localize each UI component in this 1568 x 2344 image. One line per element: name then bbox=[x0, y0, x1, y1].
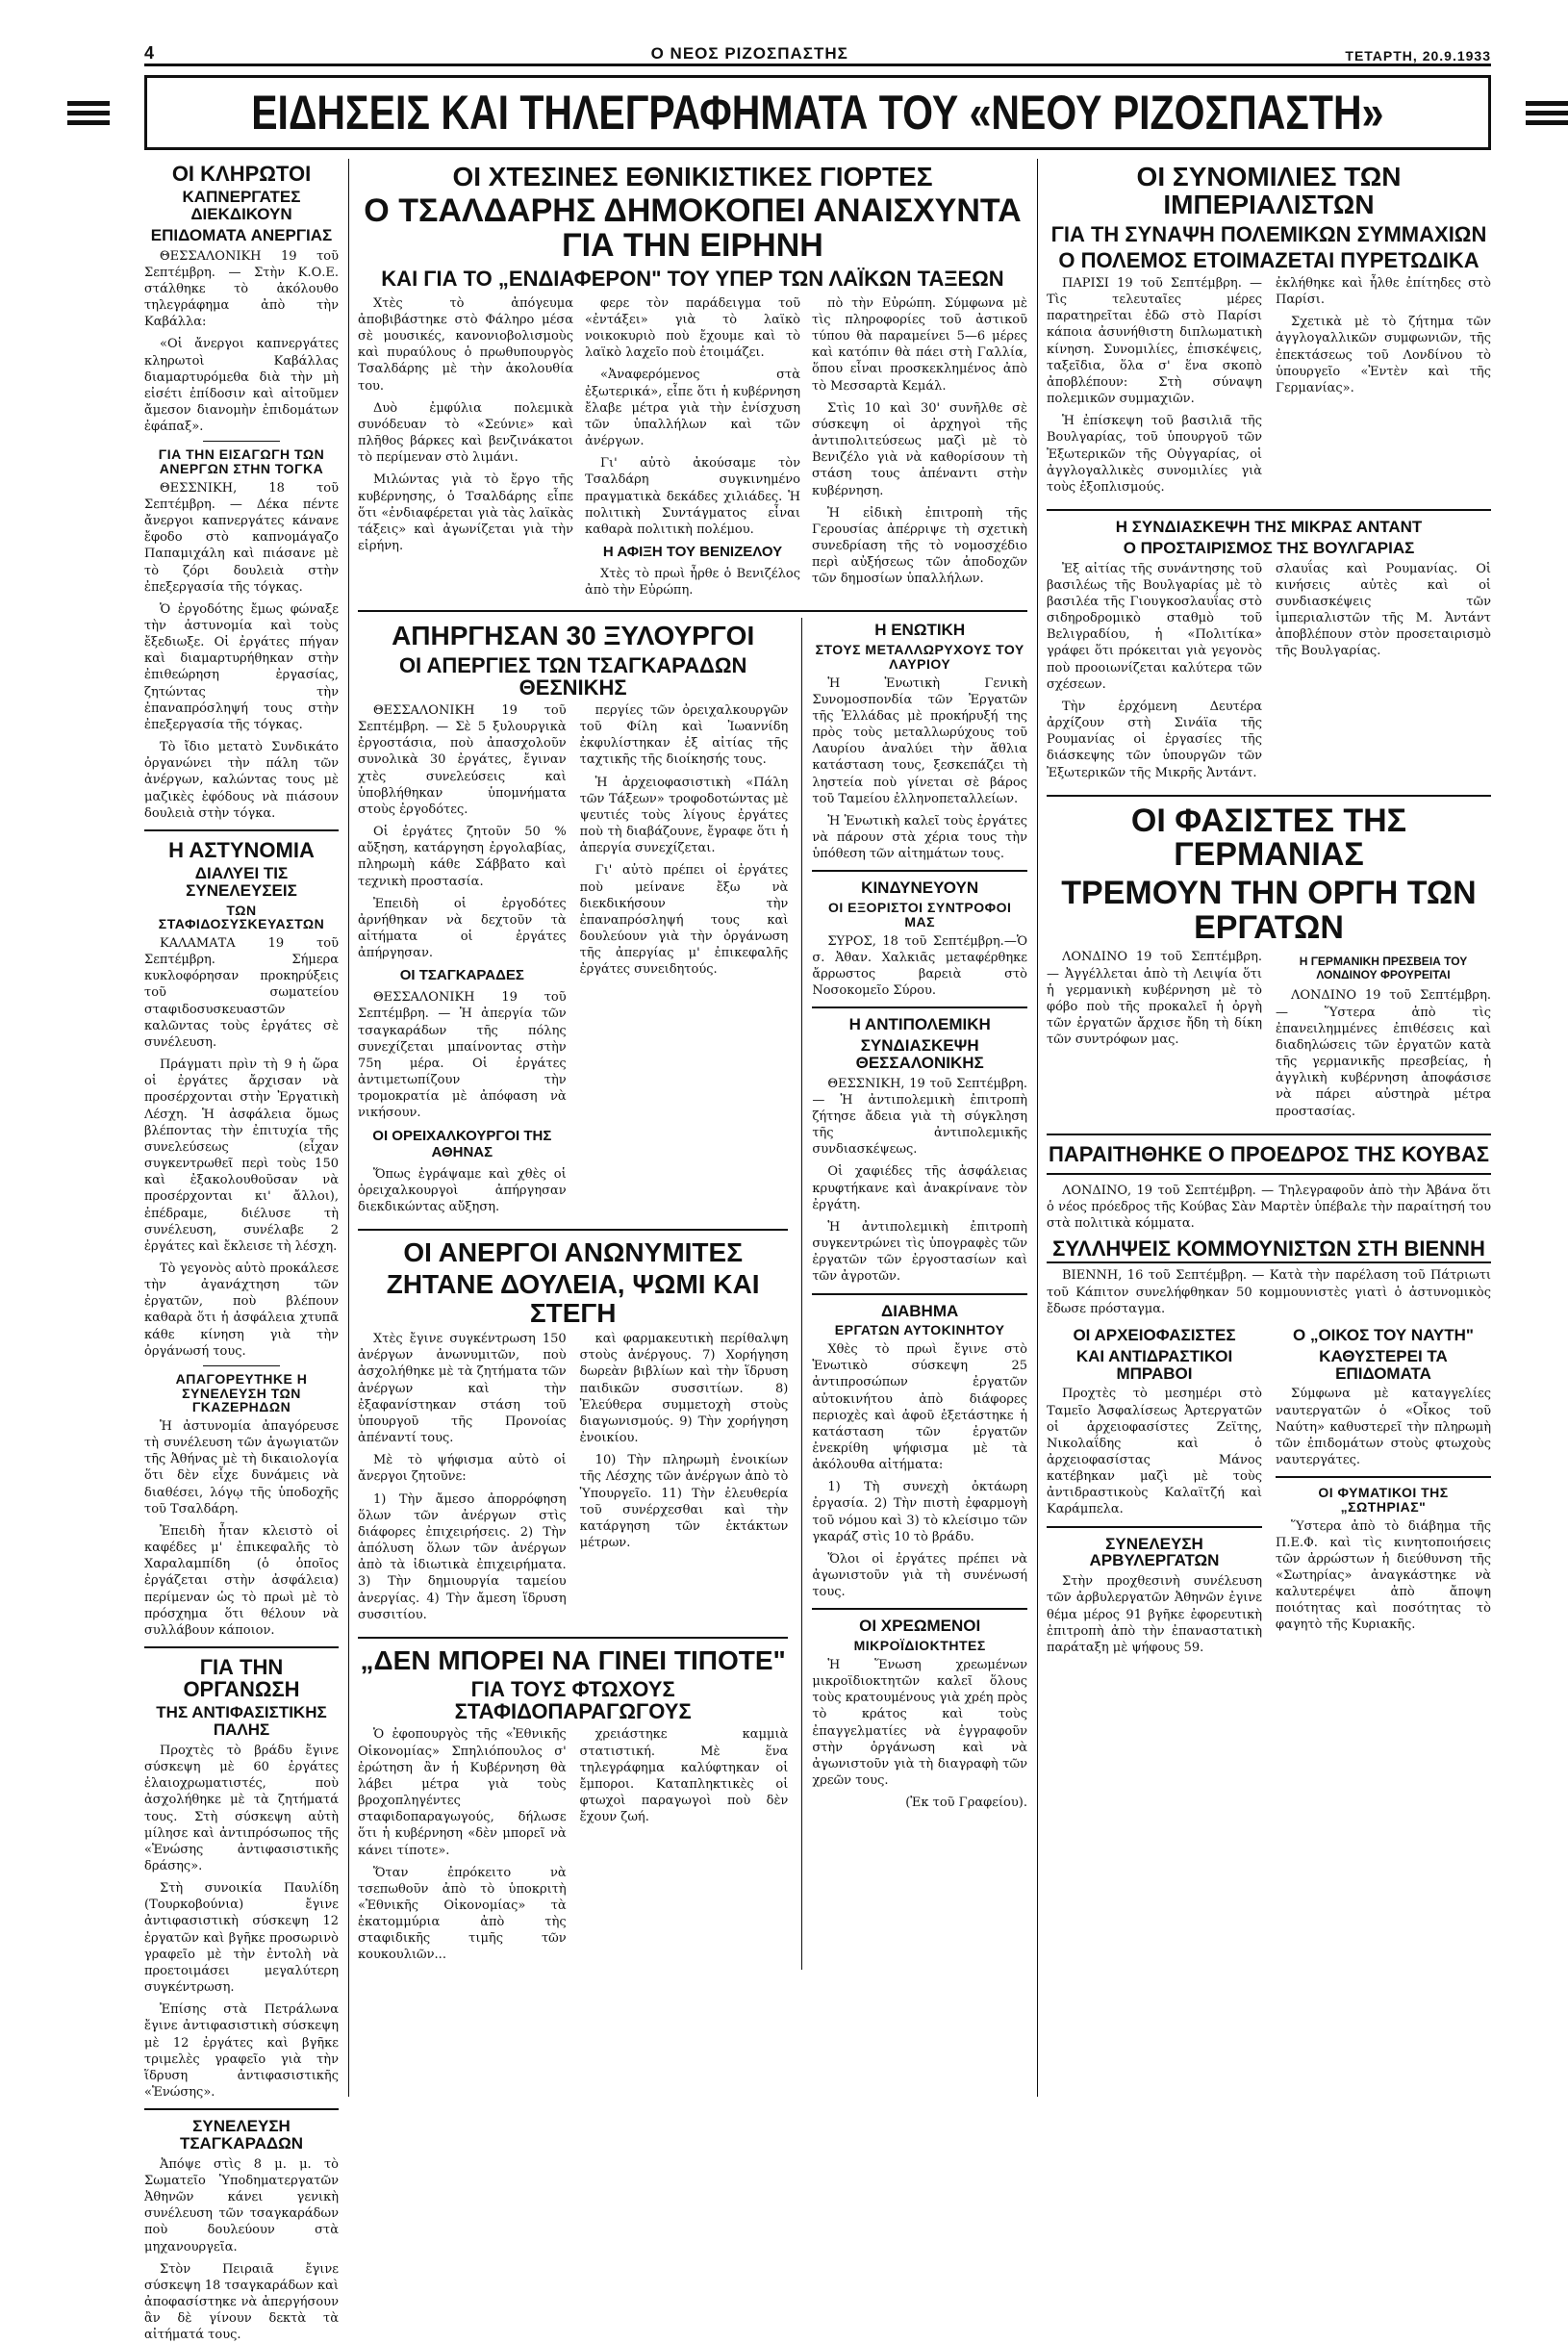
article-text: Ὅταν ἐπρόκειτο νὰ τσεπωθοῦν ἀπὸ τὸ ὑποκριτὴ «Ἐθνικῆς Οἰκονομίας» τὰ ἑκατομμύρια ἀπὸ τὴς σταφιδικῆς τιμῆς τῶν κουκουλιῶν... bbox=[358, 1865, 567, 1963]
subheadline: Ο ΠΡΟΣΤΑΙΡΙΣΜΟΣ ΤΗΣ ΒΟΥΛΓΑΡΙΑΣ bbox=[1123, 538, 1415, 557]
divider bbox=[812, 1293, 1027, 1295]
article-text: ΚΑΛΑΜΑΤΑ 19 τοῦ Σεπτέμβρη. Σήμερα κυκλοφόρησαν προκηρύξεις τοῦ σωματείου σταφιδοσυσκευαστῶν καλῶντας τοὺς ἐργάτες σὲ συνέλευση. bbox=[144, 936, 339, 1050]
subheadline: ΟΙ ΟΡΕΙΧΑΛΚΟΥΡΓΟΙ ΤΗΣ ΑΘΗΝΑΣ bbox=[372, 1127, 552, 1160]
text-column bbox=[580, 702, 789, 1221]
headline: ΟΙ ΚΛΗΡΩΤΟΙ bbox=[171, 162, 312, 186]
text-column bbox=[580, 1726, 789, 1969]
column-rule bbox=[348, 159, 349, 2097]
divider bbox=[1047, 795, 1491, 797]
article-text: Οἱ χαφιέδες τῆς ἀσφάλειας κρυφτήκανε καὶ ἀνακρίνανε τὸν ἐργάτη. bbox=[812, 1164, 1027, 1212]
subheadline: Η ΑΦΙΞΗ ΤΟΥ ΒΕΝΙΖΕΛΟΥ bbox=[602, 544, 783, 561]
subheadline: ΖΗΤΑΝΕ ΔΟΥΛΕΙΑ, ΨΩΜΙ ΚΑΙ ΣΤΕΓΗ bbox=[386, 1269, 760, 1328]
signature: (Ἐκ τοῦ Γραφείου). bbox=[905, 1796, 1027, 1811]
article-text: Στὶς 10 καὶ 30' συνῆλθε σὲ σύσκεψη οἱ ἀρχηγοὶ τῆς ἀντιπολιτεύσεως μαζὶ μὲ τὸ Βενιζέλο γιὰ νὰ καθορίσουν τὴ στάση τους ἀπέναντι στὴν κυβέρνηση. bbox=[812, 400, 1027, 498]
article-text: ΘΕΣΣΝΙΚΗ, 19 τοῦ Σεπτέμβρη. — Ἡ ἀντιπολεμικὴ ἐπιτροπὴ ζήτησε ἄδεια γιὰ τὴ σύγκληση τῆς ἀντιπολεμικῆς συνδιασκέψεως. bbox=[812, 1076, 1027, 1158]
text-column bbox=[1276, 561, 1491, 787]
subheadline: ΤΩΝ ΣΤΑΦΙΔΟΣΥΣΚΕΥΑΣΤΩΝ bbox=[158, 902, 325, 932]
article-text: Στὴν προχθεσινὴ συνέλευση τῶν ἀρβυλεργατῶν Ἀθηνῶν ἐγινε θέμα μέρος 91 βγῆκε ἐφορευτικὴ ἐπιτροπὴ ἀπὸ τὴν ἐπαναστατικὴ παράταξη μὲ ψήφους 59. bbox=[1047, 1574, 1262, 1655]
article-text: Σύμφωνα μὲ καταγγελίες ναυτεργατῶν ὁ «Οἶκος τοῦ Ναύτη» καθυστερεῖ τὴν πληρωμὴ τῶν ἐπιδομάτων στοὺς φτωχοὺς ναυτεργάτες. bbox=[1276, 1387, 1491, 1467]
subheadline: ΔΙΑΛΥΕΙ ΤΙΣ ΣΥΝΕΛΕΥΣΕΙΣ bbox=[186, 863, 297, 900]
article-text: Ἐπίσης στὰ Πετράλωνα ἔγινε ἀντιφασιστικὴ σύσκεψη μὲ 12 ἐργάτες καὶ βγῆκε τριμελὲς γραφεῖο γιὰ τὴν ἵδρυση ἀντιφασιστικῆς «Ἑνώσης». bbox=[144, 2002, 339, 2100]
text-column bbox=[1047, 561, 1262, 787]
column-1 bbox=[144, 159, 339, 2343]
divider bbox=[144, 1646, 339, 1648]
column-4 bbox=[1047, 159, 1491, 2097]
banner-left-ornament bbox=[67, 101, 110, 125]
article-text: περγίες τῶν ὀρειχαλκουργῶν τοῦ Φίλη καὶ Ἰωαννίδη ἐκφυλίστηκαν ἐξ αἰτίας τῆς ταχτικῆς τῆς διοίκησής τους. bbox=[579, 702, 789, 768]
article-text: Τὸ γεγονὸς αὐτὸ προκάλεσε τὴν ἀγανάχτηση τῶν ἐργατῶν, ποὺ βλέπουν καθαρὰ ὅτι ἡ ἀσφάλεια χτυπᾶ κάθε κίνηση γιὰ τὴν ὀργάνωσή τους. bbox=[144, 1261, 339, 1359]
headline: ΣΥΝΕΛΕΥΣΗ ΤΣΑΓΚΑΡΑΔΩΝ bbox=[179, 2117, 304, 2153]
article-text: ἐκλήθηκε καὶ ἦλθε ἐπίτηδες στὸ Παρίσι. bbox=[1276, 275, 1491, 308]
article-text: Ἡ εἰδικὴ ἐπιτροπὴ τῆς Γερουσίας ἀπέρριψε τὴ σχετικὴ συνεδρίαση τῆς τὸ νομοσχέδιο περὶ αὐξήσεως τῶν ἀποδοχῶν τῶν δημοσίων ὑπαλλήλων. bbox=[812, 505, 1027, 587]
page-header bbox=[144, 38, 1491, 66]
divider bbox=[812, 870, 1027, 872]
article-text: Ὁ ἐργοδότης ἔμως φώναξε τὴν ἀστυνομία καὶ τοὺς ἔξεδιωξε. Οἱ ἐργάτες πήγαν καὶ διαμαρτυρήθηκαν στὴν ἐπιθεώρηση ἐργασίας, ζητώντας τὴν ἐπαναπρόσληψή τους στὴν ἐπεξεργασία τῆς τόγκας. bbox=[144, 601, 339, 732]
article-text: φερε τὸν παράδειγμα τοῦ «ἐντάξει» γιὰ τὸ λαϊκὸ νοικοκυριὸ ποὺ ἔχουμε καὶ τὸ λαϊκὸ λαχεῖο ποὺ ἐτοιμάζει. bbox=[585, 295, 800, 361]
article-columns bbox=[1047, 275, 1491, 501]
article-text: Ἀπόψε στὶς 8 μ. μ. τὸ Σωματεῖο Ὑποδηματεργατῶν Ἀθηνῶν κάνει γενικὴ συνέλευση τῶν τσαγκαράδων ποὺ δουλεύουν στὰ μηχανουργεῖα. bbox=[144, 2156, 339, 2255]
subheadline: ΤΗΣ ΑΝΤΙΦΑΣΙΣΤΙΚΗΣ ΠΑΛΗΣ bbox=[156, 1703, 327, 1740]
subheadline: ΕΠΙΔΟΜΑΤΑ ΑΝΕΡΓΙΑΣ bbox=[150, 225, 333, 244]
subheadline: ΕΡΓΑΤΩΝ ΑΥΤΟΚΙΝΗΤΟΥ bbox=[834, 1322, 1005, 1338]
article-text: ΘΕΣΣΑΛΟΝΙΚΗ 19 τοῦ Σεπτέμβρη. — Ἡ ἀπεργία τῶν τσαγκαράδων τῆς πόλης συνεχίζεται μπαίνοντας στὴν 75η μέρα. Οἱ ἐργάτες ἀντιμετωπίζουν τὴν τρομοκρατία μὲ ἀπόφαση νὰ νικήσουν. bbox=[358, 990, 567, 1121]
article-text: Ἡ Ἑνωτικὴ Γενικὴ Συνομοσπονδία τῶν Ἐργατῶν τῆς Ἑλλάδας μὲ προκήρυξή της πρὸς τοὺς μεταλλωρύχους τοῦ Λαυρίου ἀναλύει τὴν ἄθλια κατάσταση τους, ξεσκεπάζει τὴ ληστεία ποὺ γίνεται σὲ βάρος τοῦ Ταμείου ἐλληνοπεταλλείων. bbox=[812, 675, 1027, 806]
page-number: 4 bbox=[144, 43, 155, 63]
headline: ΠΑΡΑΙΤΗΘΗΚΕ Ο ΠΡΟΕΔΡΟΣ ΤΗΣ ΚΟΥΒΑΣ bbox=[1049, 1141, 1489, 1166]
text-column bbox=[358, 1331, 567, 1629]
text-column bbox=[585, 295, 800, 605]
subheadline: ΚΑΘΥΣΤΕΡΕΙ ΤΑ ΕΠΙΔΟΜΑΤΑ bbox=[1319, 1346, 1448, 1383]
newspaper-name: Ο ΝΕΟΣ ΡΙΖΟΣΠΑΣΤΗΣ bbox=[650, 44, 848, 63]
article-columns bbox=[358, 1331, 788, 1629]
headline-kicker: ΟΙ ΧΤΕΣΙΝΕΣ ΕΘΝΙΚΙΣΤΙΚΕΣ ΓΙΟΡΤΕΣ bbox=[452, 162, 933, 191]
article-text: 1) Τὴ συνεχὴ ὀκτάωρη ἐργασία. 2) Τὴν πιστὴ ἐφαρμογὴ τοῦ νόμου καὶ 3) τὸ κλείσιμο τῶν γκαράζ στὶς 10 τὸ βράδυ. bbox=[812, 1480, 1027, 1544]
text-column bbox=[1276, 949, 1491, 1125]
subheadline: ΓΙΑ ΤΟΥΣ ΦΤΩΧΟΥΣ ΣΤΑΦΙΔΟΠΑΡΑΓΩΓΟΥΣ bbox=[454, 1677, 692, 1724]
subheadline: ΓΙΑ ΤΗ ΣΥΝΑΨΗ ΠΟΛΕΜΙΚΩΝ ΣΥΜΜΑΧΙΩΝ bbox=[1050, 221, 1487, 246]
article-text: Ἐπειδὴ ἦταν κλειστὸ οἱ καφέδες μ' ἐπικεφαλῆς τὸ Χαραλαμπίδη (ὁ ὁποῖος ἐργάζεται στὴν ἀσφάλεια) περίμεναν ὡς τὸ πρωὶ μὲ τὸ πρόσχημα ὅτι θέλουν νὰ συλλάβουν κάποιον. bbox=[144, 1523, 339, 1638]
article-text: «Οἱ ἄνεργοι καπνεργάτες κληρωτοὶ Καβάλλας διαμαρτυρόμεθα διὰ τὴν μὴ εἰσέτι ἐπίδοσιν καὶ αἰτοῦμεν ἄμεσον διανομὴν ἐπιδομάτων ἐφάπαξ». bbox=[144, 337, 339, 435]
subheadline: ΟΙ ΑΠΕΡΓΙΕΣ ΤΩΝ ΤΣΑΓΚΑΡΑΔΩΝ ΘΕΣΝΙΚΗΣ bbox=[398, 652, 747, 700]
headline: Η ΑΝΤΙΠΟΛΕΜΙΚΗ bbox=[848, 1015, 991, 1034]
article-text: 10) Τὴν πληρωμὴ ἐνοικίων τῆς Λέσχης τῶν ἀνέργων ἀπὸ τὸ Ὑπουργεῖο. 11) Τὴν ἐλευθερία τοῦ συνέρχεσθαι καὶ τὴν κατάργηση τῶν ἐκτάκτων μέτρων. bbox=[579, 1453, 789, 1551]
article-text: Στὸν Πειραιᾶ ἔγινε σύσκεψη 18 τσαγκαράδων καὶ ἀποφασίστηκε νὰ ἀπεργήσουν ἂν δὲ γίνουν δεκτὰ τὰ αἰτήματά τους. bbox=[144, 2261, 339, 2343]
headline: „ΔΕΝ ΜΠΟΡΕΙ ΝΑ ΓΙΝΕΙ ΤΙΠΟΤΕ" bbox=[360, 1644, 786, 1675]
column-rule bbox=[1037, 159, 1038, 2097]
subheadline: ΣΥΝΔΙΑΣΚΕΨΗ ΘΕΣΣΑΛΟΝΙΚΗΣ bbox=[855, 1035, 984, 1072]
article-text: Μὲ τὸ ψήφισμα αὐτὸ οἱ ἄνεργοι ζητοῦνε: bbox=[358, 1453, 567, 1485]
subheadline: ΚΑΙ ΑΝΤΙΔΡΑΣΤΙΚΟΙ ΜΠΡΑΒΟΙ bbox=[1075, 1346, 1233, 1383]
divider bbox=[1276, 1476, 1491, 1478]
article-text: ΛΟΝΔΙΝΟ, 19 τοῦ Σεπτέμβρη. — Τηλεγραφοῦν ἀπὸ τὴν Ἀβάνα ὅτι ὁ νέος πρόεδρος τῆς Κούβας Σὰν Μαρτὲν ὑπέβαλε τὴν παραίτησή του στὰ πολιτικὰ κόμματα. bbox=[1047, 1183, 1491, 1232]
subheadline: ΚΑΙ ΓΙΑ ΤΟ „ΕΝΔΙΑΦΕΡΟΝ" ΤΟΥ ΥΠΕΡ ΤΩΝ ΛΑΪΚΩΝ ΤΑΞΕΩΝ bbox=[381, 266, 1004, 291]
lower-right-block bbox=[801, 618, 1027, 1969]
headline: ΑΠΑΓΟΡΕΥΤΗΚΕ Η ΣΥΝΕΛΕΥΣΗ ΤΩΝ ΓΚΑΖΕΡΗΔΩΝ bbox=[175, 1370, 308, 1415]
article-text: Μιλώντας γιὰ τὸ ἔργο τῆς κυβέρνησης, ὁ Τσαλδάρης εἶπε ὅτι «ἐνδιαφέρεται γιὰ τὰς λαϊκὰς τάξεις» καὶ ἀγωνίζεται γιὰ τὴν εἰρήνη. bbox=[358, 472, 573, 554]
article-text: Προχτὲς τὸ μεσημέρι στὸ Ταμεῖο Ἀσφαλίσεως Ἀρτεργατῶν οἱ ἀρχειοφασίστες Ζεϊτης, Νικολαΐδης καὶ ὁ ἀρχειοφασίστας Μάνος κατέβηκαν μαζὶ μὲ τοὺς ἀντιδραστικοὺς Καλαϊτζή καὶ Καράμπελα. bbox=[1047, 1387, 1262, 1517]
article-text: ΘΕΣΣΑΛΟΝΙΚΗ 19 τοῦ Σεπτέμβρη. — Στὴν Κ.Ο.Ε. στάλθηκε τὸ ἀκόλουθο τηλεγράφημα ἀπὸ τὴν Καβάλλα: bbox=[144, 248, 339, 330]
article-text: σλαυΐας καὶ Ρουμανίας. Οἱ κινήσεις αὐτὲς καὶ οἱ συνδιασκέψεις τῶν ἱμπεριαλιστῶν τῆς Μ. Ἀντάντ ἀποβλέπουν στὸν προσεταιρισμὸ τῆς Βουλγαρίας. bbox=[1276, 561, 1491, 659]
article-text: Ὁ ἐφοπουργὸς τῆς «Ἐθνικῆς Οἰκονομίας» Σπηλιόπουλος σ' ἐρώτηση ἂν ἡ Κυβέρνηση θὰ λάβει μέτρα γιὰ τοὺς βροχοπληγέντες σταφιδοπαραγωγούς, δήλωσε ὅτι ἡ κυβέρνηση «δὲν μπορεῖ νὰ κάνει τίποτε». bbox=[358, 1727, 567, 1858]
subheadline: ΟΙ ΤΣΑΓΚΑΡΑΔΕΣ bbox=[399, 967, 524, 984]
text-column bbox=[358, 1726, 567, 1969]
article-text: Ἡ Ἕνωση χρεωμένων μικροϊδιοκτητῶν καλεῖ ὅλους τοὺς κρατουμένους γιὰ χρέη πρὸς τὸ κράτος καὶ τοὺς ἐπαγγελματίες νὰ ἐγγραφοῦν στὴν ὀργάνωση καὶ νὰ ἀγωνιστοῦν γιὰ τὴ διαγραφὴ τῶν χρεῶν τους. bbox=[812, 1657, 1027, 1789]
subheadline: ΟΙ ΕΞΟΡΙΣΤΟΙ ΣΥΝΤΡΟΦΟΙ ΜΑΣ bbox=[827, 900, 1012, 930]
article-text: Χτὲς τὸ πρωὶ ἦρθε ὁ Βενιζέλος ἀπὸ τὴν Εὐρώπη. bbox=[585, 567, 800, 599]
divider bbox=[1047, 509, 1491, 511]
headline: ΣΥΛΛΗΨΕΙΣ ΚΟΜΜΟΥΝΙΣΤΩΝ ΣΤΗ ΒΙΕΝΝΗ bbox=[1047, 1237, 1491, 1263]
article-text: Οἱ ἐργάτες ζητοῦν 50 % αὔξηση, κατάργηση ἐργολαβίας, πληρωμὴ κάθε Σάββατο καὶ τεχνικὴ προστασία. bbox=[358, 825, 567, 889]
divider bbox=[144, 829, 339, 831]
banner-right-ornament bbox=[1526, 101, 1568, 125]
article-text: χρειάστηκε καμμιὰ στατιστική. Μὲ ἕνα τηλεγράφημα καλύφτηκαν οἱ ἔμποροι. Καταπληκτικὲς οἱ φτωχοὶ παραγωγοὶ ποὺ δὲν ἔχουν ζωή. bbox=[579, 1727, 789, 1825]
headline: ΔΙΑΒΗΜΑ bbox=[881, 1301, 959, 1320]
text-column bbox=[812, 295, 1027, 605]
article-text: Γι' αὐτὸ πρέπει οἱ ἐργάτες ποὺ μείνανε ἔξω νὰ διεκδικήσουν τὴν ἐπαναπρόσληψή τους καὶ δουλεύουν γιὰ τὴν ὀργάνωση τῆς ἀπεργίας μ' ἐπικεφαλῆς ἐργάτες συνειδητούς. bbox=[579, 863, 789, 978]
article-text: Ἐξ αἰτίας τῆς συνάντησης τοῦ βασιλέως τῆς Βουλγαρίας μὲ τὸ βασιλέα τῆς Γιουγκοσλαυΐας στὸ σιδηροδρομικὸ σταθμὸ τοῦ Βελιγραδίου, ἡ «Πολιτίκα» γράφει ὅτι πρόκειται γιὰ γεγονὸς ποὺ προοιωνίζεται καλύτερα τῶν σχέσεων. bbox=[1047, 561, 1262, 692]
text-column bbox=[1047, 275, 1262, 501]
article-columns bbox=[358, 1726, 788, 1969]
article-text: Τὸ ἴδιο μετατὸ Συνδικάτο ὀργανώνει τὴν πάλη τῶν ἀνέργων, καλώντας τους μὲ μαζικὲς ἐφόδους νὰ πιάσουν δουλειὰ στὴν τόγκα. bbox=[144, 740, 339, 821]
article-text: Ἡ ἀρχειοφασιστικὴ «Πάλη τῶν Τάξεων» τροφοδοτώντας μὲ ψευτιές τοὺς λίγους ἐργάτες ποὺ τὴ διαβάζουνε, ἔγραφε ὅτι ἡ ἀπεργία συνεχίζεται. bbox=[579, 775, 789, 856]
lower-center bbox=[358, 610, 1027, 1969]
headline: ΓΙΑ ΤΗΝ ΕΙΣΑΓΩΓΗ ΤΩΝ ΑΝΕΡΓΩΝ ΣΤΗΝ ΤΟΓΚΑ bbox=[158, 446, 325, 477]
text-column bbox=[1276, 1323, 1491, 1662]
divider bbox=[144, 2108, 339, 2110]
article-text: Ἡ ἐπίσκεψη τοῦ βασιλιᾶ τῆς Βουλγαρίας, τοῦ ὑπουργοῦ τῶν Ἐξωτερικῶν τῆς Οὐγγαρίας, οἱ ἀγγλογαλλικὲς συνομιλίες γιὰ τοὺς ἐξοπλισμούς. bbox=[1047, 414, 1262, 495]
subheadline: ΤΡΕΜΟΥΝ ΤΗΝ ΟΡΓΗ ΤΩΝ ΕΡΓΑΤΩΝ bbox=[1061, 875, 1477, 946]
article-columns bbox=[1047, 949, 1491, 1125]
article-text: «Ἀναφερόμενος στὰ ἐξωτερικά», εἶπε ὅτι ἡ κυβέρνηση ἔλαβε μέτρα γιὰ τὴν ἐνίσχυση τῶν ὑπαλλήλων καὶ τῶν ἀνέργων. bbox=[585, 368, 800, 449]
article-columns bbox=[1047, 1323, 1491, 1662]
section-banner bbox=[144, 75, 1491, 150]
article-columns bbox=[1047, 561, 1491, 787]
article-text: 1) Τὴν ἄμεσο ἀπορρόφηση ὅλων τῶν ἀνέργων στὶς διάφορες ἐπιχειρήσεις. 2) Τὴν ἀπόλυση ὅλων τῶν ἀνέργων ἀπὸ τὰ ἰδιωτικὰ ἐπιχειρήματα. 3) Τὴν δημιουργία ταμείου ἀνεργίας. 4) Τὴν ἄμεση ἵδρυση συσσιτίου. bbox=[358, 1491, 567, 1622]
subheadline: ΣΤΟΥΣ ΜΕΤΑΛΛΩΡΥΧΟΥΣ ΤΟΥ ΛΑΥΡΙΟΥ bbox=[815, 642, 1024, 672]
article-text: Τὴν ἐρχόμενη Δευτέρα ἀρχίζουν στὴ Σινάϊα τῆς Ρουμανίας οἱ ἐργασίες τῆς διάσκεψης τῶν ὑπουργῶν τῶν Ἐξωτερικῶν τῆς Μικρῆς Ἀντάντ. bbox=[1047, 699, 1262, 780]
headline: ΟΙ ΦΑΣΙΣΤΕΣ ΤΗΣ ΓΕΡΜΑΝΙΑΣ bbox=[1130, 802, 1407, 874]
headline: ΓΙΑ ΤΗΝ ΟΡΓΑΝΩΣΗ bbox=[183, 1655, 300, 1702]
headline: ΟΙ ΑΡΧΕΙΟΦΑΣΙΣΤΕΣ bbox=[1073, 1325, 1236, 1344]
article-columns bbox=[358, 702, 788, 1221]
subheadline: ΜΙΚΡΟΪΔΙΟΚΤΗΤΕΣ bbox=[853, 1638, 986, 1654]
divider bbox=[358, 1637, 788, 1639]
article-text: ΛΟΝΔΙΝΟ 19 τοῦ Σεπτέμβρη. — Ὕστερα ἀπὸ τὶς ἐπανειλημμένες ἐπιθέσεις καὶ διαδηλώσεις τῶν ἐργατῶν κατὰ τῆς γερμανικῆς πρεσβείας, ἡ ἀγγλικὴ κυβέρνηση ἀποφάσισε νὰ πάρει αὐστηρὰ μέτρα προστασίας. bbox=[1276, 988, 1491, 1119]
headline: Η ΣΥΝΔΙΑΣΚΕΨΗ ΤΗΣ ΜΙΚΡΑΣ ΑΝΤΑΝΤ bbox=[1115, 518, 1423, 536]
article-text: Ἡ Ἑνωτικὴ καλεῖ τοὺς ἐργάτες νὰ πάρουν στὰ χέρια τους τὴν ὑπόθεση τῶν αἰτημάτων τους. bbox=[812, 813, 1027, 862]
lower-left-block bbox=[358, 618, 788, 1969]
divider bbox=[203, 441, 281, 442]
banner-title: ΕΙΔΗΣΕΙΣ ΚΑΙ ΤΗΛΕΓΡΑΦΗΜΑΤΑ ΤΟΥ «ΝΕΟΥ ΡΙΖΟΣΠΑΣΤΗ» bbox=[251, 86, 1384, 140]
headline: ΟΙ ΧΡΕΩΜΕΝΟΙ bbox=[859, 1617, 981, 1636]
headline: Η ΕΝΩΤΙΚΗ bbox=[874, 621, 966, 640]
divider bbox=[812, 1006, 1027, 1008]
article-text: Χτὲς τὸ ἀπόγευμα ἀποβιβάστηκε στὸ Φάληρο μέσα σὲ μουσικές, κανονιοβολισμοὺς καὶ πυραύλους ὁ πρωθυπουργὸς Τσαλδάρης μὲ τὴν ἀκολουθία του. bbox=[358, 295, 573, 394]
article-text: ΠΑΡΙΣΙ 19 τοῦ Σεπτέμβρη. — Τὶς τελευταῖες μέρες παρατηρεῖται ἐδῶ στὸ Παρίσι κάποια ἀσυνήθιστη διπλωματικὴ κίνηση. Συνομιλίες, ἐπισκέψεις, ταξεῖδια, ὅλα σ' ἕνα σκοπὸ ἀποβλέπουν: Στὴ σύναψη πολεμικῶν συμμαχιῶν. bbox=[1047, 275, 1262, 407]
article-text: Ὅλοι οἱ ἐργάτες πρέπει νὰ ἀγωνιστοῦν γιὰ τὴ συνένωσή τους. bbox=[812, 1551, 1027, 1600]
divider bbox=[1047, 1526, 1262, 1528]
headline: ΟΙ ΑΝΕΡΓΟΙ ΑΝΩΝΥΜΙΤΕΣ bbox=[403, 1237, 744, 1267]
article-text: ΒΙΕΝΝΗ, 16 τοῦ Σεπτέμβρη. — Κατὰ τὴν παρέλαση τοῦ Πάτριωτι τοῦ Κάπιτον συνελήφθηκαν 50 κομμουνιστὲς γιατὶ ὁ ἀστυνομικὸς ἔδωσε πρόσταγμα. bbox=[1047, 1268, 1491, 1316]
center-section bbox=[358, 159, 1027, 2097]
article-text: Προχτὲς τὸ βράδυ ἔγινε σύσκεψη μὲ 60 ἐργάτες ἐλαιοχρωματιστές, ποὺ ἀσχολήθηκε μὲ τὰ ζητήματά τους. Στὴ σύσκεψη αὐτὴ μίλησε καὶ ἀντιπρόσωπος τῆς «Ἑνώσης ἀντιφασιστικῆς δράσης». bbox=[144, 1743, 339, 1873]
article-text: Ἡ ἀστυνομία ἀπαγόρευσε τὴ συνέλευση τῶν ἀγωγιατῶν τῆς Ἀθήνας μὲ τὴ δικαιολογία ὅτι δὲν εἶχε δυνάμεις νὰ διαθέσει, λόγῳ τῆς ὑποδοχῆς τοῦ Τσαλδάρη. bbox=[144, 1418, 339, 1516]
article-text: Γι' αὐτὸ ἀκούσαμε τὸν Τσαλδάρη συγκινημένο πραγματικὰ δεκάδες χιλιάδες. Ἡ πολιτικὴ Συντάγματος εἶναι καθαρὰ πολιτικὴ πολέμου. bbox=[585, 456, 800, 537]
article-text: ΣΥΡΟΣ, 18 τοῦ Σεπτέμβρη.—Ὁ σ. Ἀθαν. Χαλκιᾶς μεταφέρθηκε ἄρρωστος βαρειὰ στὸ Νοσοκομεῖο Σύρου. bbox=[812, 933, 1027, 998]
article-text: Δυὸ ἐμφύλια πολεμικὰ συνόδευαν τὸ «Σεύνιε» καὶ πλῆθος βάρκες καὶ βενζινάκατοι τὸ περίμεναν στὸ λιμάνι. bbox=[358, 400, 573, 466]
article-text: Ἐπειδὴ οἱ ἐργοδότες ἀρνήθηκαν νὰ δεχτοῦν τὰ αἰτήματα οἱ ἐργάτες ἀπήργησαν. bbox=[358, 896, 567, 961]
article-text: Σχετικὰ μὲ τὸ ζήτημα τῶν ἀγγλογαλλικῶν συμφωνιῶν, τῆς ἐπεκτάσεως τοῦ Λονδίνου τὸ ὑπουργεῖο «Ἐντὲν καὶ τῆς Γερμανίας». bbox=[1276, 315, 1491, 395]
subheadline: Ο ΠΟΛΕΜΟΣ ΕΤΟΙΜΑΖΕΤΑΙ ΠΥΡΕΤΩΔΙΚΑ bbox=[1058, 247, 1479, 272]
headline: ΑΠΗΡΓΗΣΑΝ 30 ΞΥΛΟΥΡΓΟΙ bbox=[392, 621, 755, 651]
text-column bbox=[1047, 1323, 1262, 1662]
article-text: Ὅπως ἐγράψαμε καὶ χθὲς οἱ ὀρειχαλκουργοὶ ἀπήργησαν διεκδικώντας αὔξηση. bbox=[358, 1166, 567, 1214]
article-text: Ὕστερα ἀπὸ τὸ διάβημα τῆς Π.Ε.Φ. καὶ τὶς κινητοποιήσεις τῶν ἀρρώστων ἡ διεύθυνση τῆς «Σωτηρίας» ἀναγκάστηκε νὰ καλυτερέψει ἀπὸ ἄποψη ποιότητας καὶ ποσότητας τὸ φαγητὸ τῆς Κυριακῆς. bbox=[1276, 1518, 1491, 1633]
headline: Ο „ΟΙΚΟΣ ΤΟΥ ΝΑΥΤΗ" bbox=[1293, 1325, 1474, 1344]
text-column bbox=[1276, 275, 1491, 501]
headline: Ο ΤΣΑΛΔΑΡΗΣ ΔΗΜΟΚΟΠΕΙ ΑΝΑΙΣΧΥΝΤΑ ΓΙΑ ΤΗΝ ΕΙΡΗΝΗ bbox=[364, 192, 1022, 265]
article-text: πὸ τὴν Εὐρώπη. Σύμφωνα μὲ τὶς πληροφορίες τοῦ ἀστικοῦ τύπου θὰ παραμείνει 5—6 μέρες καὶ κατόπιν θὰ πάει στὴ Γαλλία, ὅπου εἶναι προσκεκλημένος ἀπὸ τὸ Μεσσαρτὰ Κεμάλ. bbox=[812, 295, 1027, 394]
article-text: Χτὲς ἔγινε συγκέντρωση 150 ἀνέργων ἀνωνυμιτῶν, ποὺ ἀσχολήθηκε μὲ τὰ ζητήματα τῶν ἀνέργων καὶ τὴν ἐξαφανίστηκαν στάση τοῦ ὑπουργοῦ τῆς Προνοίας ἀπέναντί τους. bbox=[358, 1332, 567, 1446]
subheadline: ΚΑΠΝΕΡΓΑΤΕΣ ΔΙΕΚΔΙΚΟΥΝ bbox=[182, 188, 301, 223]
headline: ΟΙ ΦΥΜΑΤΙΚΟΙ ΤΗΣ „ΣΩΤΗΡΙΑΣ" bbox=[1318, 1485, 1449, 1515]
divider bbox=[812, 1608, 1027, 1610]
article-text: καὶ φαρμακευτικὴ περίθαλψη στοὺς ἀνέργους. 7) Χορήγηση δωρεὰν βιβλίων καὶ τὴν ἵδρυση παιδικῶν συσσιτίων. 8) Ἐλεύθερα συμμετοχὴ στοὺς διαγωνισμούς. 9) Τὴν χορήγηση ἐνοικίου. bbox=[579, 1332, 789, 1446]
article-text: Στὴ συνοικία Παυλίδη (Τουρκοβούνια) ἔγινε ἀντιφασιστικὴ σύσκεψη 12 ἐργατῶν καὶ βγῆκε προσωρινὸ γραφεῖο μὲ τὴν ἐντολὴ νὰ προετοιμάσει μεγαλύτερη συγκέντρωση. bbox=[144, 1881, 339, 1996]
article-columns bbox=[358, 295, 1027, 605]
headline: ΣΥΝΕΛΕΥΣΗ ΑΡΒΥΛΕΡΓΑΤΩΝ bbox=[1089, 1534, 1220, 1570]
article-text: ΘΕΣΣΑΛΟΝΙΚΗ 19 τοῦ Σεπτέμβρη. — Σὲ 5 ξυλουργικὰ ἐργοστάσια, ποὺ ἀπασχολοῦν συνολικὰ 30 ἐργάτες, ἔγιναν χτὲς συνελεύσεις καὶ ὑποβλήθηκαν ὑπομνήματα στοὺς ἐργοδότες. bbox=[358, 702, 567, 817]
issue-date: ΤΕΤΑΡΤΗ, 20.9.1933 bbox=[1345, 48, 1491, 64]
boxed-headline bbox=[1047, 1134, 1491, 1175]
article-text: Χθὲς τὸ πρωὶ ἔγινε στὸ Ἑνωτικὸ σύσκεψη 25 ἀντιπροσώπων ἐργατῶν αὐτοκινήτου ἀπὸ διάφορες περιοχὲς καὶ ἀφοῦ ἐξετάστηκε ἡ κατάσταση τῶν ἐργατῶν ἐνεκρίθη ψήφισμα μὲ τὰ ἀκόλουθα αἰτήματα: bbox=[812, 1342, 1027, 1473]
article-text: ΛΟΝΔΙΝΟ 19 τοῦ Σεπτέμβρη. — Ἀγγέλλεται ἀπὸ τὴ Λειψία ὅτι ἡ γερμανικὴ κυβέρνηση μὲ τὸ φόβο ποὺ τῆς προκαλεῖ ἡ ὀργὴ τῶν ἐργατῶν ἄρχισε ἤδη τὴ δίκη τῶν συντρόφων μας. bbox=[1047, 950, 1262, 1048]
headline: ΟΙ ΣΥΝΟΜΙΛΙΕΣ ΤΩΝ ΙΜΠΕΡΙΑΛΙΣΤΩΝ bbox=[1136, 162, 1402, 220]
text-column bbox=[580, 1331, 789, 1629]
divider bbox=[358, 1229, 788, 1231]
article-text: Πράγματι πρὶν τὴ 9 ἡ ὥρα οἱ ἐργάτες ἄρχισαν νὰ προσέρχονται στὴν Ἐργατικὴ Λέσχη. Ἡ ἀσφάλεια ὅμως βλέποντας τὴν ἐπιτυχία τῆς συνελεύσεως (εἶχαν συγκεντρωθεῖ περὶ τοὺς 150 καὶ ἐξακολουθοῦσαν νὰ προσέρχονται κι' ἄλλοι), ἐπέδραμε, διέλυσε τὴ συνέλευση, συνέλαβε 2 ἐργάτες καὶ ἔκλεισε τὴ λέσχη. bbox=[144, 1057, 339, 1254]
headline: ΚΙΝΔΥΝΕΥΟΥΝ bbox=[861, 879, 979, 898]
text-column bbox=[1047, 949, 1262, 1125]
text-column bbox=[358, 295, 573, 605]
article-text: ΘΕΣΣΝΙΚΗ, 18 τοῦ Σεπτέμβρη. — Δέκα πέντε ἄνεργοι καπνεργάτες κάνανε ἔφοδο στὸ καπνομάγαζο Παπαμιχάλη καὶ πιάσανε μὲ τὸ ζόρι δουλειὰ στὴν ἐπεξεργασία τῆς τόγκας. bbox=[144, 480, 339, 595]
divider bbox=[203, 1365, 281, 1366]
headline: Η ΑΣΤΥΝΟΜΙΑ bbox=[168, 837, 315, 862]
subheadline: Η ΓΕΡΜΑΝΙΚΗ ΠΡΕΣΒΕΙΑ ΤΟΥ ΛΟΝΔΙΝΟΥ ΦΡΟΥΡΕΙΤΑΙ bbox=[1299, 955, 1468, 982]
article-text: Ἡ ἀντιπολεμικὴ ἐπιτροπὴ συγκεντρώνει τὶς ὑπογραφὲς τῶν ἐργατῶν τῶν ἐργοστασίων καὶ τῶν ἀγροτῶν. bbox=[812, 1219, 1027, 1285]
text-column bbox=[358, 702, 567, 1221]
